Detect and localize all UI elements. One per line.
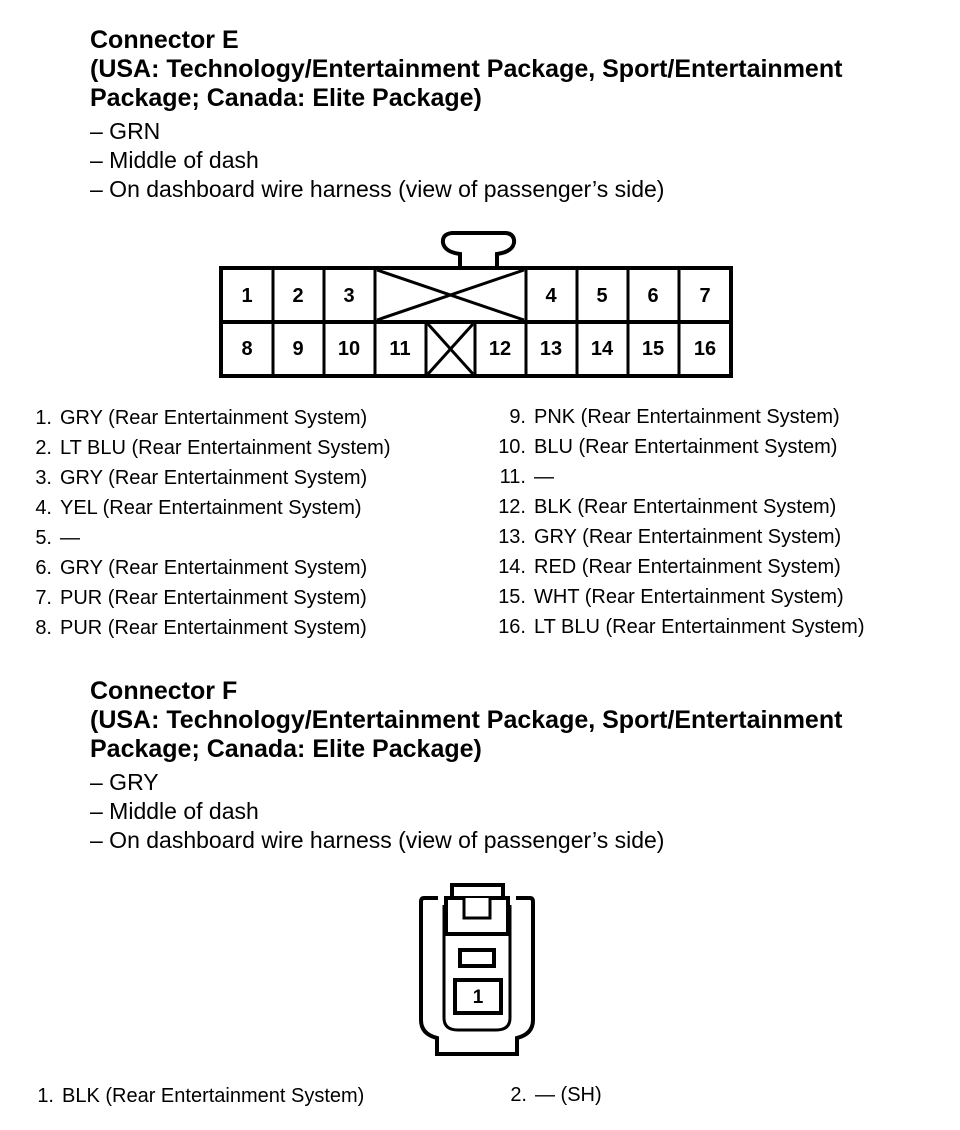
- pin-e-12: 12: [488, 338, 512, 360]
- list-item: [505, 1080, 602, 1110]
- connector-e-diagram: [0, 0, 960, 400]
- pin-e-7: 7: [699, 285, 711, 307]
- pin-number: 2.: [510, 1084, 527, 1106]
- pin-description: GRY (Rear Entertainment System): [60, 407, 368, 429]
- list-item: [32, 1081, 364, 1111]
- connector-e-pinlist-left: [30, 403, 391, 643]
- connector-f-subtitle-line1: (USA: Technology/Entertainment Package, Sport/Entertainment: [90, 706, 843, 734]
- pin-description: BLU (Rear Entertainment System): [534, 436, 838, 458]
- connector-f-slot: [460, 950, 494, 966]
- list-item: [494, 582, 865, 612]
- pin-description: BLK (Rear Entertainment System): [534, 496, 837, 518]
- pin-number: 8.: [35, 617, 52, 639]
- pin-number: 6.: [35, 557, 52, 579]
- pin-e-11: 11: [389, 338, 411, 360]
- list-item: [494, 402, 865, 432]
- pin-number: 7.: [35, 587, 52, 609]
- pin-number: 4.: [35, 497, 52, 519]
- pin-e-6: 6: [647, 285, 659, 307]
- connector-f-header: [90, 677, 842, 855]
- pin-e-8: 8: [241, 338, 253, 360]
- pin-e-2: 2: [292, 285, 304, 307]
- connector-f-color: – GRY: [90, 769, 159, 795]
- pin-description: PUR (Rear Entertainment System): [60, 617, 367, 639]
- pin-number: 5.: [35, 527, 52, 549]
- list-item: [494, 462, 865, 492]
- connector-e-subtitle-line1: (USA: Technology/Entertainment Package, Sport/Entertainment: [90, 55, 843, 83]
- connector-f-subtitle-line2: Package; Canada: Elite Package): [90, 735, 482, 763]
- list-item: [494, 522, 865, 552]
- list-item: [30, 613, 391, 643]
- list-item: [30, 493, 391, 523]
- pin-number: 3.: [35, 467, 52, 489]
- pin-e-4: 4: [545, 285, 557, 307]
- connector-f-pinlist-right: [505, 1080, 602, 1110]
- list-item: [30, 463, 391, 493]
- connector-f-harness: – On dashboard wire harness (view of passenger’s side): [90, 827, 665, 853]
- pin-e-13: 13: [539, 338, 563, 360]
- list-item: [494, 492, 865, 522]
- pin-description: — (SH): [535, 1084, 602, 1106]
- pin-description: LT BLU (Rear Entertainment System): [534, 616, 865, 638]
- list-item: [30, 523, 391, 553]
- connector-f-pinlist-left: [32, 1081, 364, 1111]
- pin-description: BLK (Rear Entertainment System): [62, 1085, 365, 1107]
- pin-description: —: [60, 527, 80, 549]
- list-item: [30, 433, 391, 463]
- pin-e-1: 1: [241, 285, 253, 307]
- pin-description: RED (Rear Entertainment System): [534, 556, 841, 578]
- list-item: [30, 553, 391, 583]
- connector-e-subtitle-line2: Package; Canada: Elite Package): [90, 84, 482, 112]
- pin-description: —: [534, 466, 554, 488]
- pin-e-3: 3: [343, 285, 355, 307]
- pin-e-16: 16: [693, 338, 717, 360]
- pin-description: PNK (Rear Entertainment System): [534, 406, 840, 428]
- pin-number: 12.: [498, 496, 526, 518]
- list-item: [30, 403, 391, 433]
- pin-description: GRY (Rear Entertainment System): [60, 557, 368, 579]
- connector-f-title: Connector F: [90, 677, 238, 705]
- connector-f-diagram: [0, 860, 960, 1060]
- pin-e-10: 10: [337, 338, 361, 360]
- pin-e-14: 14: [590, 338, 614, 360]
- connector-e-location: – Middle of dash: [90, 147, 259, 173]
- connector-e-latch: [443, 233, 514, 268]
- pin-description: LT BLU (Rear Entertainment System): [60, 437, 391, 459]
- list-item: [494, 612, 865, 642]
- pin-number: 16.: [498, 616, 526, 638]
- pin-number: 9.: [509, 406, 526, 428]
- pin-e-15: 15: [641, 338, 665, 360]
- pin-description: GRY (Rear Entertainment System): [534, 526, 842, 548]
- pin-number: 14.: [498, 556, 526, 578]
- pin-number: 1.: [35, 407, 52, 429]
- pin-description: WHT (Rear Entertainment System): [534, 586, 844, 608]
- connector-e-pinlist-right: [494, 402, 865, 642]
- list-item: [494, 432, 865, 462]
- pin-description: PUR (Rear Entertainment System): [60, 587, 367, 609]
- pin-description: GRY (Rear Entertainment System): [60, 467, 368, 489]
- list-item: [494, 552, 865, 582]
- pin-number: 10.: [498, 436, 526, 458]
- pin-number: 11.: [499, 466, 526, 488]
- pin-number: 13.: [498, 526, 526, 548]
- connector-f-location: – Middle of dash: [90, 798, 259, 824]
- list-item: [30, 583, 391, 613]
- connector-e-title: Connector E: [90, 26, 239, 54]
- connector-e-color: – GRN: [90, 118, 161, 144]
- pin-description: YEL (Rear Entertainment System): [60, 497, 362, 519]
- connector-e-harness: – On dashboard wire harness (view of passenger’s side): [90, 176, 665, 202]
- pin-e-5: 5: [596, 285, 608, 307]
- pin-f-1: 1: [472, 987, 484, 1008]
- pin-number: 2.: [35, 437, 52, 459]
- pin-number: 1.: [37, 1085, 54, 1107]
- pin-number: 15.: [498, 586, 526, 608]
- pin-e-9: 9: [292, 338, 304, 360]
